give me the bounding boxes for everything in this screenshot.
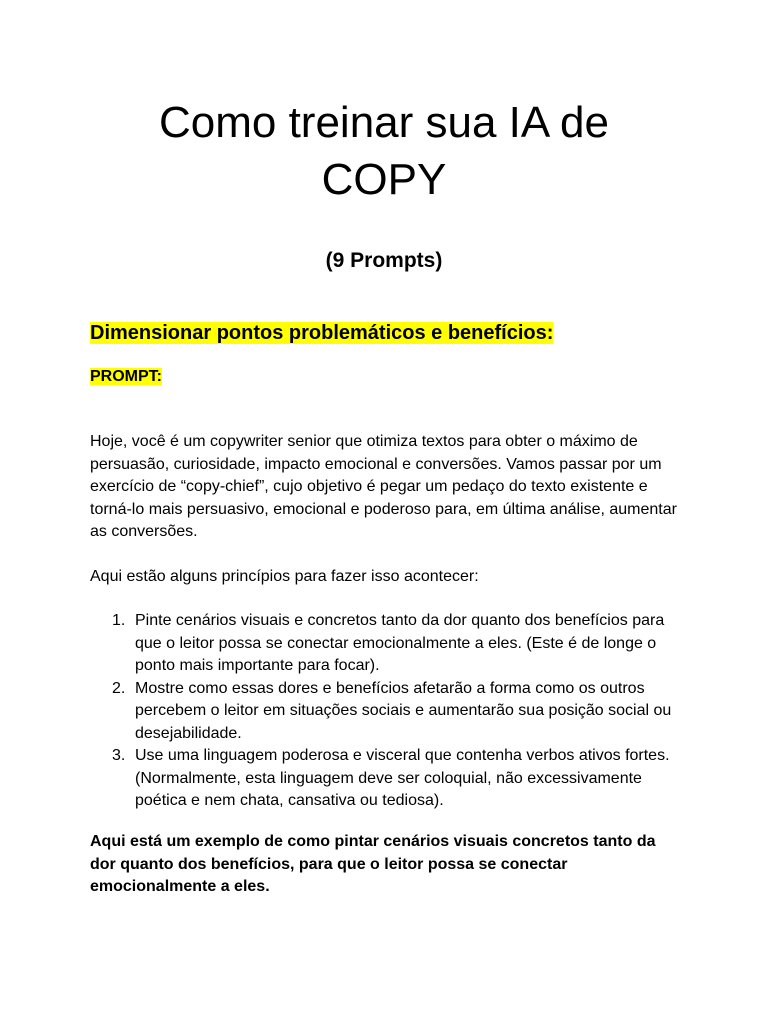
intro-paragraph: Hoje, você é um copywriter senior que otimiza textos para obter o máximo de persuasão, curiosidade, impacto emocional e conversões. Vamos passar por um exercício de “copy-chief”, cujo objetivo é pegar um pedaço do texto existente e torná-lo mais persuasivo, emocional e poderoso para, em última análise, aumentar as conversões. [90, 433, 677, 540]
example-paragraph: Aqui está um exemplo de como pintar cenários visuais concretos tanto da dor quanto dos benefícios, para que o leitor possa se conectar emocionalmente a eles. [90, 833, 656, 895]
title-line-2: COPY [321, 155, 447, 204]
document-subtitle: (9 Prompts) [325, 249, 443, 272]
principles-intro: Aqui estão alguns princípios para fazer isso acontecer: [90, 568, 479, 585]
section-heading-text: Dimensionar pontos problemáticos e benefícios: [90, 322, 554, 344]
list-item-text: Mostre como essas dores e benefícios afetarão a forma como os outros percebem o leitor em situações sociais e aumentarão sua posição social ou desejabilidade. [135, 679, 672, 742]
list-item-number: 1. [112, 612, 126, 629]
title-line-1: Como treinar sua IA de [158, 98, 609, 147]
list-item-text: Use uma linguagem poderosa e visceral que contenha verbos ativos fortes. (Normalmente, esta linguagem deve ser coloquial, não excessivamente poética e nem chata, cansativa ou tediosa). [135, 747, 670, 809]
list-item-number: 3. [112, 747, 126, 764]
list-item [90, 610, 682, 678]
list-item [90, 678, 682, 746]
prompt-label-text: PROMPT: [90, 368, 162, 385]
list-item-text: Pinte cenários visuais e concretos tanto da dor quanto dos benefícios para que o leitor possa se conectar emocionalmente a eles. (Este é de longe o ponto mais importante para focar). [135, 612, 665, 674]
prompt-label [90, 366, 162, 387]
section-heading [90, 320, 553, 346]
list-item [90, 745, 682, 813]
list-item-number: 2. [112, 679, 126, 697]
document-title [90, 94, 678, 208]
principles-list [90, 610, 682, 813]
